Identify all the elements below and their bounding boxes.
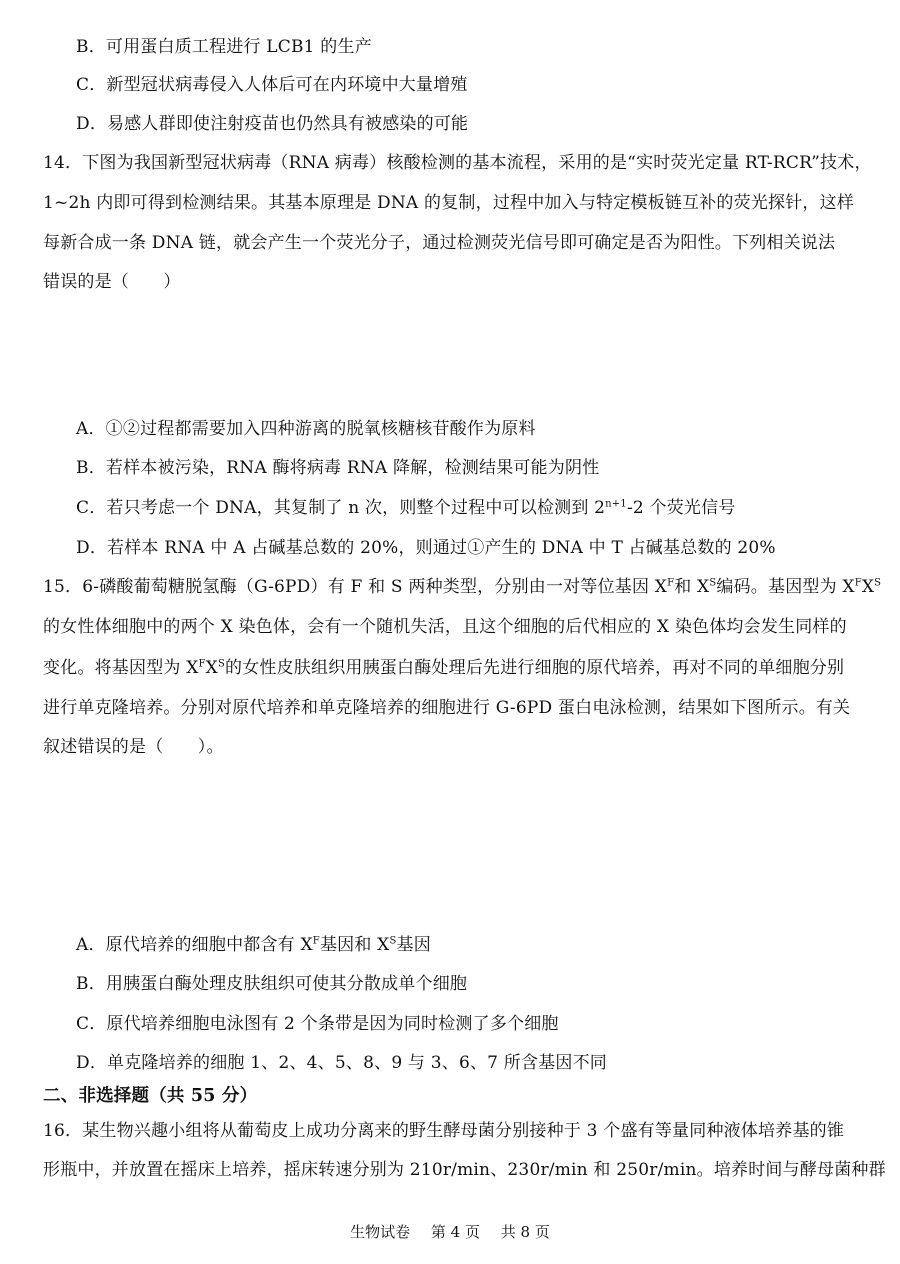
- q14-stem-line-1: 14．下图为我国新型冠状病毒（RNA 病毒）核酸检测的基本流程，采用的是“实时荧光定量 RT-RCR”技术，: [43, 153, 872, 173]
- allele-superscript: F: [198, 658, 206, 670]
- q15-option-a-text: 基因: [396, 935, 431, 955]
- q15-option-c: C．原代培养细胞电泳图有 2 个条带是因为同时检测了多个细胞: [76, 1014, 559, 1034]
- q15-stem-line-4: 进行单克隆培养。分别对原代培养和单克隆培养的细胞进行 G-6PD 蛋白电泳检测，结果如下图所示。有关: [43, 698, 851, 718]
- footer-page-number: 第 4 页: [430, 1223, 480, 1241]
- q15-text: 编码。基因型为 X: [716, 577, 855, 597]
- q14-figure-area: [43, 300, 863, 410]
- footer-total-pages: 共 8 页: [500, 1223, 550, 1241]
- q15-text: 和 X: [674, 577, 710, 597]
- q14-option-c-text: C．若只考虑一个 DNA，其复制了 n 次，则整个过程中可以检测到 2: [76, 498, 606, 518]
- q14-option-c-text-end: -2 个荧光信号: [626, 498, 736, 518]
- q15-stem-line-3: [43, 657, 844, 679]
- q15-option-d: D．单克隆培养的细胞 1、2、4、5、8、9 与 3、6、7 所含基因不同: [76, 1053, 607, 1073]
- page-footer: [0, 1222, 900, 1242]
- q15-stem-line-2: 的女性体细胞中的两个 X 染色体，会有一个随机失活，且这个细胞的后代相应的 X 染色体均会发生同样的: [43, 617, 847, 637]
- q15-option-a-text: A．原代培养的细胞中都含有 X: [76, 935, 313, 955]
- allele-superscript: F: [312, 935, 320, 947]
- q14-option-b: B．若样本被污染，RNA 酶将病毒 RNA 降解，检测结果可能为阴性: [76, 458, 600, 478]
- q15-text: X: [205, 658, 218, 678]
- allele-superscript: S: [874, 577, 882, 589]
- q16-stem-line-2: 形瓶中，并放置在摇床上培养，摇床转速分别为 210r/min、230r/min 和 250r/min。培养时间与酵母菌种群: [43, 1160, 886, 1180]
- q14-option-c-exponent: n+1: [605, 498, 627, 510]
- allele-superscript: F: [854, 577, 862, 589]
- q15-text: 变化。将基因型为 X: [43, 658, 199, 678]
- q15-text: X: [861, 577, 875, 597]
- q15-stem-line-1: [43, 576, 881, 598]
- q14-option-a: A．①②过程都需要加入四种游离的脱氧核糖核苷酸作为原料: [76, 419, 536, 439]
- q14-option-d: D．若样本 RNA 中 A 占碱基总数的 20%，则通过①产生的 DNA 中 T 占碱基总数的 20%: [76, 538, 776, 558]
- allele-superscript: S: [217, 658, 226, 670]
- q14-stem-line-3: 每新合成一条 DNA 链，就会产生一个荧光分子，通过检测荧光信号即可确定是否为阳性。下列相关说法: [43, 233, 836, 253]
- q13-option-d: D．易感人群即使注射疫苗也仍然具有被感染的可能: [76, 114, 469, 134]
- q16-stem-line-1: 16．某生物兴趣小组将从葡萄皮上成功分离来的野生酵母菌分别接种于 3 个盛有等量同种液体培养基的锥: [43, 1121, 845, 1141]
- q15-text: 的女性皮肤组织用胰蛋白酶处理后先进行细胞的原代培养，再对不同的单细胞分别: [225, 658, 845, 678]
- q15-option-b: B．用胰蛋白酶处理皮肤组织可使其分散成单个细胞: [76, 974, 468, 994]
- q14-stem-line-4: 错误的是（ ）: [43, 272, 181, 292]
- allele-superscript: F: [667, 577, 675, 589]
- q15-figure-area: [43, 770, 863, 920]
- allele-superscript: S: [389, 935, 397, 947]
- allele-superscript: S: [709, 577, 717, 589]
- q15-option-a: [76, 934, 431, 956]
- footer-subject: 生物试卷: [350, 1223, 411, 1241]
- q14-stem-line-2: 1~2h 内即可得到检测结果。其基本原理是 DNA 的复制，过程中加入与特定模板链互补的荧光探针，这样: [43, 193, 855, 213]
- q15-option-a-text: 基因和 X: [319, 935, 390, 955]
- q14-option-c: [76, 497, 736, 519]
- q15-text: 15．6-磷酸葡萄糖脱氢酶（G-6PD）有 F 和 S 两种类型，分别由一对等位基因 X: [43, 577, 668, 597]
- q15-stem-line-5: 叙述错误的是（ ）。: [43, 737, 224, 757]
- section-heading: 二、非选择题（共 55 分）: [43, 1086, 258, 1106]
- q13-option-c: C．新型冠状病毒侵入人体后可在内环境中大量增殖: [76, 75, 468, 95]
- q13-option-b: B．可用蛋白质工程进行 LCB1 的生产: [76, 37, 372, 57]
